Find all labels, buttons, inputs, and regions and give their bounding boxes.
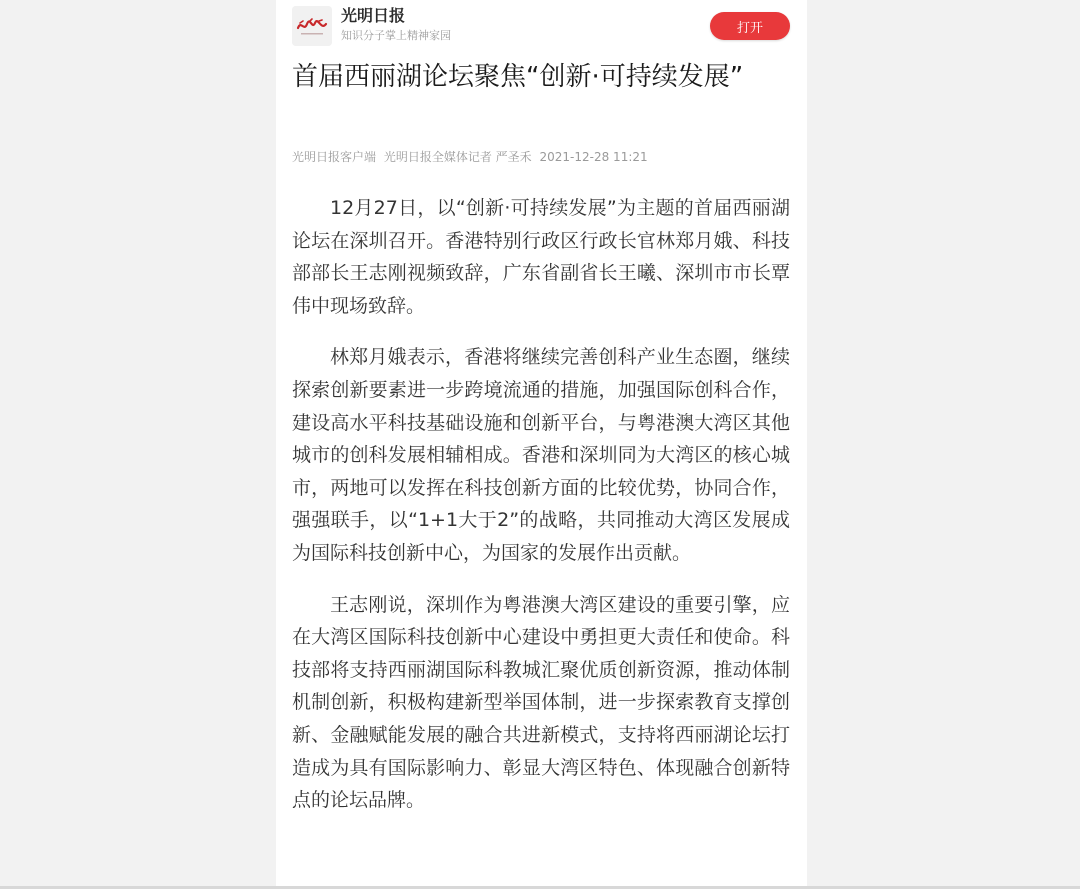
article-title: 首届西丽湖论坛聚焦“创新·可持续发展” <box>292 62 744 92</box>
app-download-bar <box>276 0 807 52</box>
article-paragraph: 王志刚说，深圳作为粤港澳大湾区建设的重要引擎，应在大湾区国际科技创新中心建设中勇担更大责任和使命。科技部将支持西丽湖国际科教城汇聚优质创新资源，推动体制机制创新，积极构建新型举国体制，进一步探索教育支撑创新、金融赋能发展的融合共进新模式，支持将西丽湖论坛打造成为具有国际影响力、彰显大湾区特色、体现融合创新特点的论坛品牌。 <box>292 593 790 812</box>
article-meta <box>292 149 792 165</box>
article-source: 光明日报客户端 <box>292 150 377 164</box>
article-body <box>292 192 790 836</box>
app-name: 光明日报 <box>341 6 406 25</box>
article-paragraph: 林郑月娥表示，香港将继续完善创科产业生态圈，继续探索创新要素进一步跨境流通的措施，加强国际创科合作，建设高水平科技基础设施和创新平台，与粤港澳大湾区其他城市的创科发展相辅相成。香港和深圳同为大湾区的核心城市，两地可以发挥在科技创新方面的比较优势，协同合作，强强联手，以“1+1大于2”的战略，共同推动大湾区发展成为国际科技创新中心，为国家的发展作出贡献。 <box>292 346 790 564</box>
article-author: 光明日报全媒体记者 严圣禾 <box>383 150 532 164</box>
article-page <box>276 0 807 889</box>
open-app-button[interactable]: 打开 <box>710 12 790 40</box>
app-slogan: 知识分子掌上精神家园 <box>341 29 451 42</box>
guangming-daily-logo-icon <box>292 6 332 46</box>
article-datetime: 2021-12-28 11:21 <box>539 150 648 164</box>
article-paragraph: 12月27日，以“创新·可持续发展”为主题的首届西丽湖论坛在深圳召开。香港特别行政区行政长官林郑月娥、科技部部长王志刚视频致辞，广东省副省长王曦、深圳市市长覃伟中现场致辞。 <box>292 197 790 317</box>
